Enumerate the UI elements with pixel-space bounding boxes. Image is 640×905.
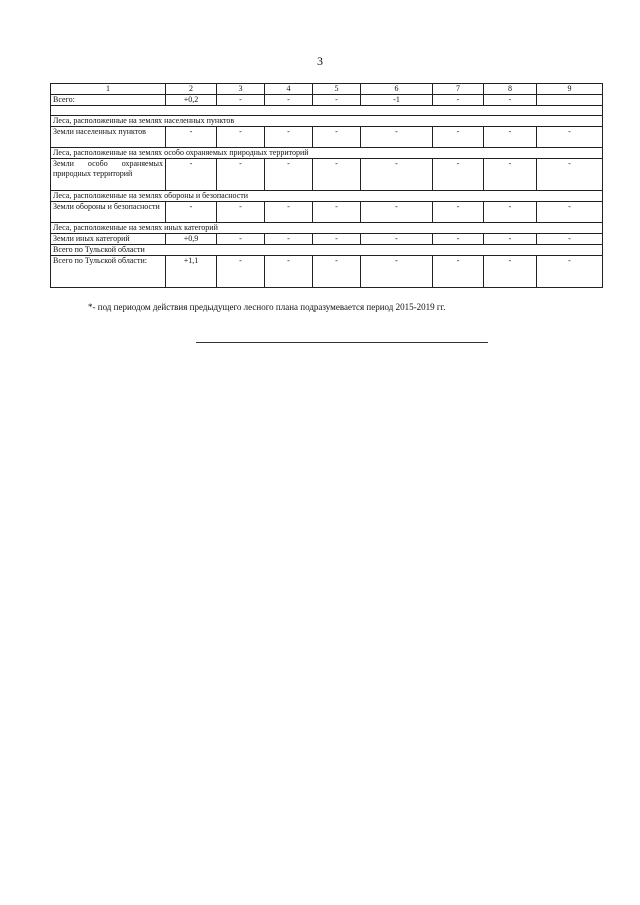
table-cell: -1 — [361, 95, 433, 106]
table-cell: Земли населенных пунктов — [51, 127, 166, 148]
spacer-row — [51, 106, 603, 116]
header-cell: 1 — [51, 84, 166, 95]
section-title: Леса, расположенные на землях иных категорий — [51, 223, 603, 234]
table-cell: - — [484, 95, 537, 106]
header-cell: 2 — [166, 84, 217, 95]
table-cell: - — [265, 202, 313, 223]
table-cell: - — [361, 234, 433, 245]
table-row — [51, 234, 603, 245]
total-row — [51, 95, 603, 106]
table-cell: - — [361, 127, 433, 148]
table-row — [51, 256, 603, 288]
table-cell: - — [217, 95, 265, 106]
table-row — [51, 127, 603, 148]
table-cell: Земли обороны и безопасности — [51, 202, 166, 223]
header-cell: 6 — [361, 84, 433, 95]
table-cell: - — [433, 234, 484, 245]
table-cell: - — [433, 202, 484, 223]
table-cell: - — [217, 202, 265, 223]
footnote: *- под периодом действия предыдущего лесного плана подразумевается период 2015-2019 гг. — [88, 302, 446, 312]
page-number: 3 — [317, 54, 323, 68]
table-header-row — [51, 84, 603, 95]
table-cell: - — [484, 234, 537, 245]
header-cell: 3 — [217, 84, 265, 95]
table-cell: - — [537, 234, 603, 245]
table-cell: - — [484, 256, 537, 288]
header-cell: 5 — [313, 84, 361, 95]
end-divider — [196, 342, 488, 343]
table-row — [51, 159, 603, 191]
section-title-row — [51, 245, 603, 256]
table-cell: - — [361, 159, 433, 191]
section-title: Леса, расположенные на землях обороны и безопасности — [51, 191, 603, 202]
table-cell: +0,2 — [166, 95, 217, 106]
table-cell: - — [537, 256, 603, 288]
table-cell: - — [361, 202, 433, 223]
table-cell: - — [265, 127, 313, 148]
table-cell: - — [217, 127, 265, 148]
header-cell: 9 — [537, 84, 603, 95]
table-cell: - — [537, 127, 603, 148]
table-cell: - — [361, 256, 433, 288]
table-cell: - — [537, 202, 603, 223]
table-cell: - — [265, 234, 313, 245]
table-cell: - — [265, 256, 313, 288]
table-cell: - — [217, 234, 265, 245]
table-cell: - — [433, 95, 484, 106]
table-cell: - — [484, 202, 537, 223]
table-cell: - — [537, 159, 603, 191]
header-cell: 7 — [433, 84, 484, 95]
table-cell: - — [433, 256, 484, 288]
table-cell: - — [484, 127, 537, 148]
table-cell: - — [166, 202, 217, 223]
section-title: Леса, расположенные на землях особо охраняемых природных территорий — [51, 148, 603, 159]
section-title: Всего по Тульской области — [51, 245, 603, 256]
table-cell: - — [433, 159, 484, 191]
header-cell: 8 — [484, 84, 537, 95]
table-cell: +0,9 — [166, 234, 217, 245]
section-title-row — [51, 116, 603, 127]
forest-table — [50, 83, 603, 288]
table-cell: - — [433, 127, 484, 148]
table-cell: Земли особо охраняемых природных территорий — [51, 159, 166, 191]
table-cell: - — [313, 234, 361, 245]
table-cell: - — [484, 159, 537, 191]
section-title-row — [51, 191, 603, 202]
table-row — [51, 202, 603, 223]
table-cell: - — [166, 127, 217, 148]
header-cell: 4 — [265, 84, 313, 95]
table-cell: Всего по Тульской области: — [51, 256, 166, 288]
table-cell: - — [265, 159, 313, 191]
table-cell: - — [217, 256, 265, 288]
table-cell — [537, 95, 603, 106]
table-cell: Всего: — [51, 95, 166, 106]
table-cell: - — [313, 202, 361, 223]
section-title-row — [51, 148, 603, 159]
table-cell: - — [313, 127, 361, 148]
table-cell: - — [217, 159, 265, 191]
table-cell: - — [313, 95, 361, 106]
table-cell: Земли иных категорий — [51, 234, 166, 245]
table-cell: - — [313, 256, 361, 288]
table-cell: - — [166, 159, 217, 191]
table-cell: - — [313, 159, 361, 191]
section-title: Леса, расположенные на землях населенных пунктов — [51, 116, 603, 127]
table-cell: +1,1 — [166, 256, 217, 288]
section-title-row — [51, 223, 603, 234]
table-cell: - — [265, 95, 313, 106]
